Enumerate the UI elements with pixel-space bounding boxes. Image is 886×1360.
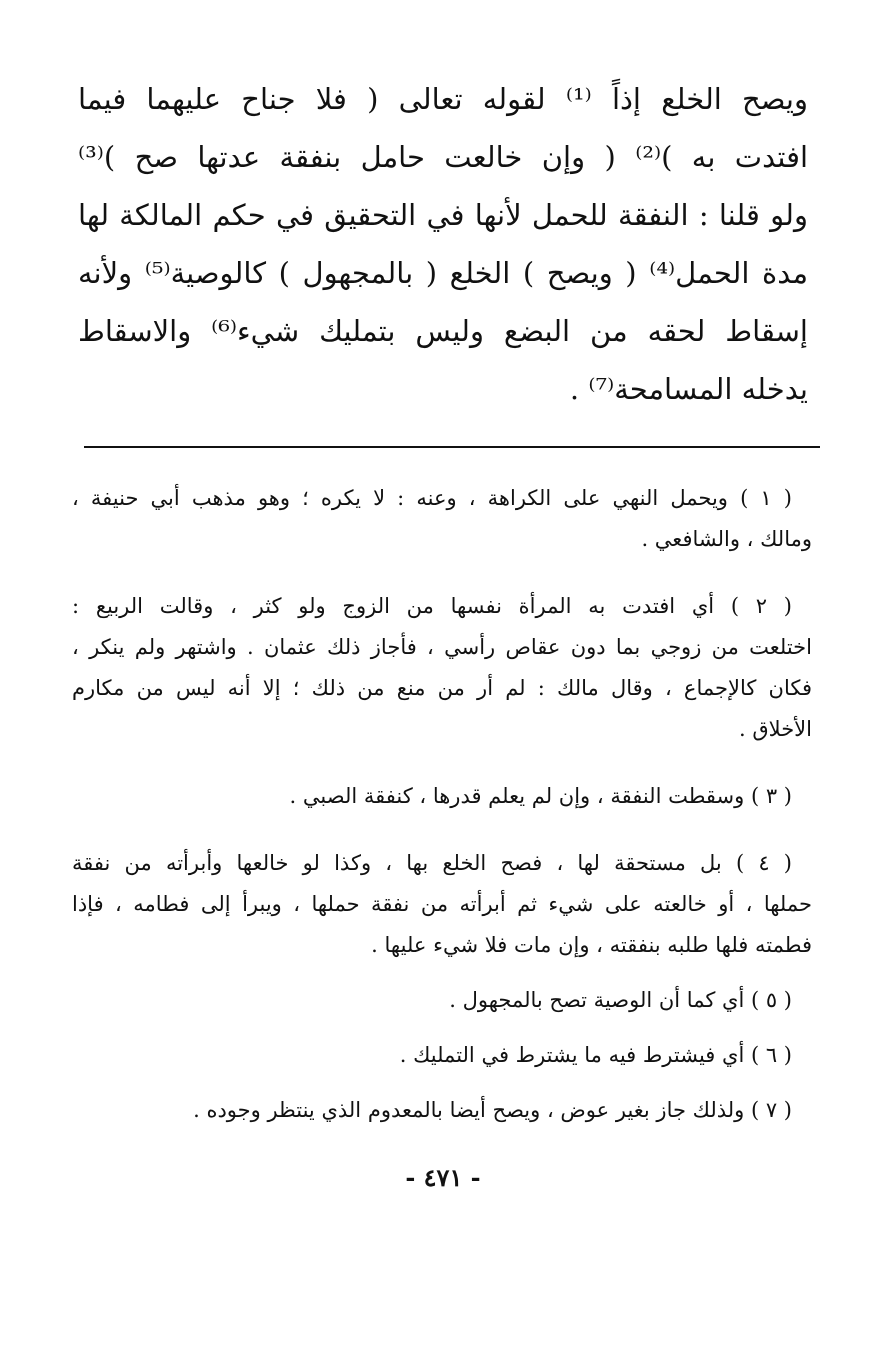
- main-text-line: ولو قلنا : النفقة للحمل لأنها في التحقيق في حكم المالكة لها: [78, 198, 808, 232]
- footnote-line: ( ٣ ) وسقطت النفقة ، وإن لم يعلم قدرها ، كنفقة الصبي .: [289, 784, 792, 808]
- footnote-2: [72, 586, 812, 750]
- footnote-line: فطمته فلها طلبه بنفقته ، وإن مات فلا شيء عليها .: [371, 933, 812, 957]
- main-text-line: مدة الحمل⁽⁴⁾ ( ويصح ) الخلع ( بالمجهول ) كالوصية⁽⁵⁾ ولأنه: [78, 256, 808, 290]
- footnote-3: [72, 776, 812, 817]
- main-text-line: افتدت به )⁽²⁾ ( وإن خالعت حامل بنفقة عدتها صح )⁽³⁾: [78, 140, 809, 174]
- footnotes: [72, 478, 812, 1145]
- footnote-line: فكان كالإجماع ، وقال مالك : لم أر من منع من ذلك ؛ إلا أنه ليس من مكارم: [72, 676, 812, 700]
- footnote-line: الأخلاق .: [739, 717, 812, 741]
- footnote-line: ( ٢ ) أي افتدت به المرأة نفسها من الزوج ولو كثر ، وقالت الربيع :: [72, 594, 793, 618]
- main-text: [78, 70, 808, 418]
- main-text-line: ويصح الخلع إذاً ⁽¹⁾ لقوله تعالى ( فلا جناح عليهما فيما: [78, 82, 808, 116]
- footnote-separator: [84, 446, 820, 448]
- footnote-line: ومالك ، والشافعي .: [641, 527, 812, 551]
- footnote-5: [72, 980, 812, 1021]
- page-number: - ٤٧١ -: [405, 1163, 481, 1192]
- main-text-line: إسقاط لحقه من البضع وليس بتمليك شيء⁽⁶⁾ والاسقاط: [78, 314, 808, 348]
- footnote-line: ( ١ ) ويحمل النهي على الكراهة ، وعنه : لا يكره ؛ وهو مذهب أبي حنيفة ،: [72, 486, 792, 510]
- footnote-line: ( ٦ ) أي فيشترط فيه ما يشترط في التمليك .: [399, 1043, 792, 1067]
- footnote-line: اختلعت من زوجي بما دون عقاص رأسي ، فأجاز ذلك عثمان . واشتهر ولم ينكر ،: [72, 635, 812, 659]
- footnote-line: ( ٧ ) ولذلك جاز بغير عوض ، ويصح أيضا بالمعدوم الذي ينتظر وجوده .: [193, 1098, 792, 1122]
- footnote-line: ( ٥ ) أي كما أن الوصية تصح بالمجهول .: [449, 988, 792, 1012]
- footnote-1: [72, 478, 812, 560]
- main-text-line: يدخله المسامحة⁽⁷⁾ .: [569, 372, 808, 406]
- footnote-6: [72, 1035, 812, 1076]
- footnote-4: [72, 843, 812, 966]
- footnote-line: ( ٤ ) بل مستحقة لها ، فصح الخلع بها ، وكذا لو خالعها وأبرأته من نفقة: [72, 851, 792, 875]
- footnote-7: [72, 1090, 812, 1131]
- footnote-line: حملها ، أو خالعته على شيء ثم أبرأته من نفقة حملها ، ويبرأ إلى فطامه ، فإذا: [72, 892, 812, 916]
